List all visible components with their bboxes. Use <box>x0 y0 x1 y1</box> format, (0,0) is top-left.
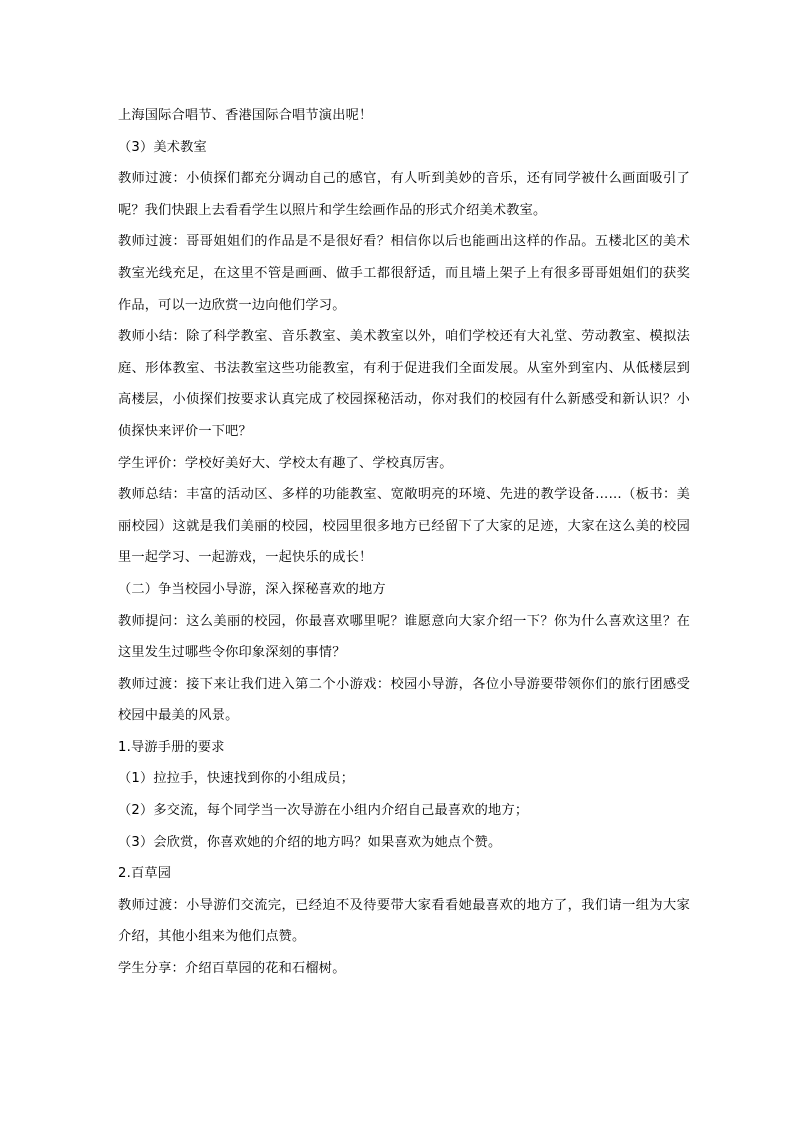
heading-art-classroom: （3）美术教室 <box>118 139 207 155</box>
paragraph-teacher-question: 教师提问：这么美丽的校园，你最喜欢哪里呢？谁愿意向大家介绍一下？你为什么喜欢这里？在这里发生过哪些令你印象深刻的事情？ <box>118 613 690 661</box>
paragraph-student-share: 学生分享：介绍百草园的花和石榴树。 <box>118 961 346 977</box>
paragraph-student-evaluation: 学生评价：学校好美好大、学校太有趣了、学校真厉害。 <box>118 455 453 471</box>
paragraph-teacher-summary: 教师小结：除了科学教室、音乐教室、美术教室以外，咱们学校还有大礼堂、劳动教室、模拟法庭、形体教室、书法教室这些功能教室，有利于促进我们全面发展。从室外到室内、从低楼层到高楼层，小侦探们按要求认真完成了校园探秘活动，你对我们的校园有什么新感受和新认识？小侦探快来评价一下吧？ <box>118 329 690 439</box>
paragraph-choir-festival: 上海国际合唱节、香港国际合唱节演出呢！ <box>118 108 373 123</box>
heading-guide-manual: 1.导游手册的要求 <box>118 739 225 755</box>
list-item-requirement-3: （3）会欣赏，你喜欢她的介绍的地方吗？如果喜欢为她点个赞。 <box>118 834 502 850</box>
heading-herb-garden: 2.百草园 <box>118 866 172 882</box>
list-item-requirement-2: （2）多交流，每个同学当一次导游在小组内介绍自己最喜欢的地方； <box>118 803 529 819</box>
paragraph-teacher-transition-4: 教师过渡：小导游们交流完，已经迫不及待要带大家看看她最喜欢的地方了，我们请一组为大家介绍，其他小组来为他们点赞。 <box>118 897 690 945</box>
paragraph-teacher-transition-1: 教师过渡：小侦探们都充分调动自己的感官，有人听到美妙的音乐，还有同学被什么画面吸引了呢？我们快跟上去看看学生以照片和学生绘画作品的形式介绍美术教室。 <box>118 171 690 218</box>
heading-campus-guide: （二）争当校园小导游，深入探秘喜欢的地方 <box>118 581 386 597</box>
paragraph-teacher-conclusion: 教师总结：丰富的活动区、多样的功能教室、宽敞明亮的环境、先进的教学设备……（板书：美丽校园）这就是我们美丽的校园，校园里很多地方已经留下了大家的足迹，大家在这么美的校园里一起学习、一起游戏，一起快乐的成长！ <box>118 487 690 566</box>
paragraph-teacher-transition-3: 教师过渡：接下来让我们进入第二个小游戏：校园小导游，各位小导游要带领你们的旅行团感受校园中最美的风景。 <box>118 676 690 724</box>
paragraph-teacher-transition-2: 教师过渡：哥哥姐姐们的作品是不是很好看？相信你以后也能画出这样的作品。五楼北区的美术教室光线充足，在这里不管是画画、做手工都很舒适，而且墙上架子上有很多哥哥姐姐们的获奖作品，可以一边欣赏一边向他们学习。 <box>118 234 690 313</box>
list-item-requirement-1: （1）拉拉手，快速找到你的小组成员； <box>118 771 355 787</box>
